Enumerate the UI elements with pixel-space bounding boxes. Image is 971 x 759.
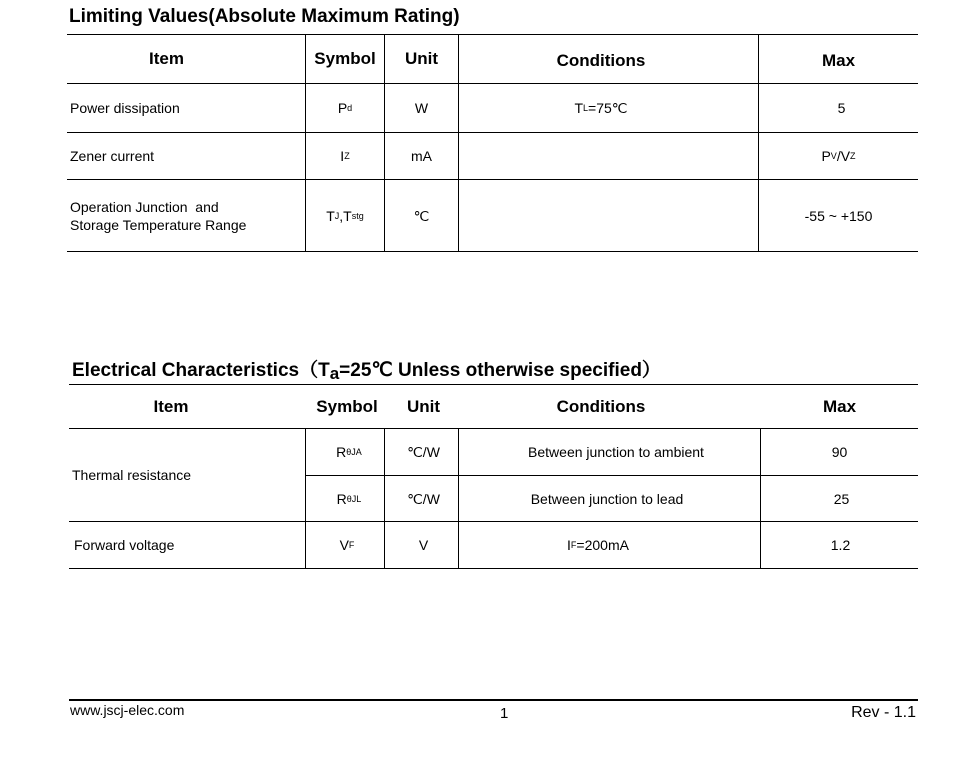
- table-rule: [69, 568, 918, 569]
- conditions-cell: Between junction to ambient: [528, 444, 704, 460]
- unit-cell: mA: [411, 148, 432, 164]
- page-number: 1: [500, 705, 509, 722]
- header-conditions: Conditions: [556, 51, 646, 70]
- symbol-main: I: [340, 148, 345, 164]
- revision-label: Rev - 1.1: [851, 704, 916, 721]
- header-item: Item: [149, 49, 184, 68]
- conditions-cell: [459, 84, 743, 132]
- symbol-cell: [306, 522, 388, 568]
- condition-main: T: [574, 100, 584, 116]
- conditions-cell: Between junction to lead: [530, 490, 684, 507]
- symbol-subscript: θJA: [346, 447, 362, 457]
- max-cell: 1.2: [830, 537, 851, 553]
- unit-cell: V: [418, 537, 429, 553]
- max-cell: [759, 133, 918, 179]
- item-line: Operation Junction and: [70, 198, 219, 215]
- footer-rule: [69, 699, 918, 701]
- unit-cell: ℃/W: [407, 444, 440, 460]
- symbol-subscript: J: [334, 210, 340, 221]
- header-max: Max: [821, 51, 856, 70]
- condition-value: =75℃: [588, 100, 628, 116]
- symbol-subscript: θJL: [346, 493, 362, 504]
- unit-cell: ℃: [413, 207, 430, 224]
- symbol-subscript: d: [347, 103, 353, 113]
- unit-cell: ℃/W: [407, 490, 440, 507]
- condition-subscript: F: [570, 540, 577, 550]
- table-row-item: [70, 180, 300, 251]
- table-row-item: Zener current: [70, 148, 155, 164]
- symbol-main: ,T: [339, 207, 352, 224]
- symbol-cell: [306, 180, 384, 251]
- symbol-subscript: stg: [351, 210, 364, 221]
- symbol-main: V: [339, 537, 349, 553]
- max-subscript: V: [830, 151, 837, 161]
- header-item: Item: [153, 396, 189, 416]
- title-main: Electrical Characteristics（T: [72, 360, 330, 381]
- header-symbol: Symbol: [316, 396, 378, 416]
- header-conditions: Conditions: [556, 396, 646, 416]
- title-rest: =25℃ Unless otherwise specified）: [339, 360, 661, 381]
- condition-subscript: L: [583, 103, 589, 113]
- unit-cell: W: [414, 100, 429, 116]
- max-cell: -55 ~ +150: [804, 207, 873, 224]
- symbol-cell: [306, 133, 384, 179]
- symbol-cell: [306, 84, 384, 132]
- symbol-main: T: [326, 207, 335, 224]
- table-row-item: Forward voltage: [74, 537, 175, 553]
- table-row-item: Thermal resistance: [72, 467, 192, 483]
- footer-website: www.jscj-elec.com: [70, 702, 185, 718]
- max-cell: 5: [837, 100, 846, 116]
- symbol-subscript: F: [348, 540, 355, 550]
- symbol-cell: [306, 476, 392, 521]
- header-unit: Unit: [406, 396, 441, 416]
- max-subscript: Z: [850, 151, 856, 161]
- symbol-main: R: [336, 444, 347, 460]
- max-cell: 25: [833, 490, 850, 507]
- header-max: Max: [822, 396, 857, 416]
- conditions-cell: [459, 522, 737, 568]
- condition-value: =200mA: [576, 537, 629, 553]
- symbol-main: R: [336, 490, 347, 507]
- symbol-cell: [306, 429, 392, 475]
- condition-main: I: [567, 537, 571, 553]
- max-cell: 90: [831, 444, 848, 460]
- electrical-characteristics-title: [72, 355, 661, 384]
- table-row-item: Power dissipation: [70, 100, 180, 116]
- item-line: Storage Temperature Range: [70, 216, 247, 233]
- header-unit: Unit: [404, 49, 439, 68]
- limiting-values-title: Limiting Values(Absolute Maximum Rating): [69, 6, 460, 27]
- max-main: P: [821, 148, 831, 164]
- symbol-main: P: [337, 100, 348, 116]
- title-subscript: a: [329, 364, 340, 383]
- table-rule: [67, 251, 918, 252]
- max-main: /V: [836, 148, 851, 164]
- header-symbol: Symbol: [314, 49, 376, 68]
- symbol-subscript: Z: [344, 151, 350, 161]
